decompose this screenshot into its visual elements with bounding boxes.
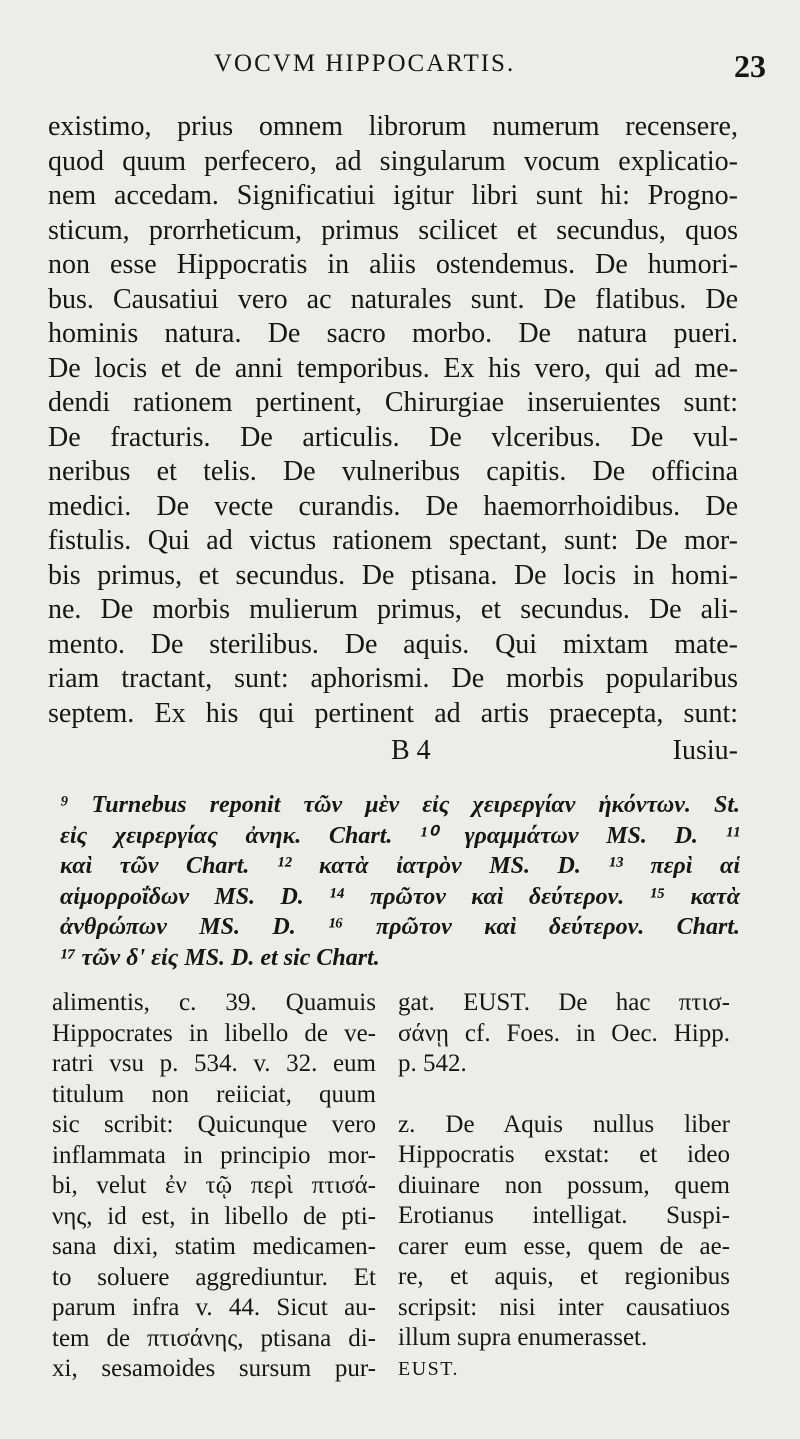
- commentary-line: sana dixi, statim medicamen-: [52, 1233, 376, 1260]
- commentary-line: titulum non reiiciat, quum: [52, 1080, 376, 1108]
- text-line: medici. De vecte curandis. De haemorrhoidibus. De: [48, 490, 738, 522]
- commentary-line: alimentis, c. 39. Quamuis: [52, 989, 376, 1016]
- commentary-line: bi, velut ἐν τῷ περὶ πτισά-: [52, 1172, 376, 1199]
- commentary-line: illum supra enumerasset.: [398, 1324, 648, 1351]
- commentary-line: sic scribit: Quicunque vero: [52, 1111, 376, 1138]
- text-line: ne. De morbis mulierum primus, et secundus. De ali-: [48, 594, 738, 625]
- commentary-line: gat. EUST. De hac πτισ-: [398, 989, 730, 1016]
- text-line: sticum, prorrheticum, primus scilicet et secundus, quos: [48, 214, 738, 246]
- text-line: nem accedam. Significatiui igitur libri sunt hi: Progno-: [48, 180, 738, 211]
- commentary-line: re, et aquis, et regionibus: [398, 1263, 730, 1290]
- commentary-right-column: [398, 988, 730, 1384]
- commentary-line: σάνῃ cf. Foes. in Oec. Hipp.: [398, 1019, 730, 1047]
- commentary-line: to soluere aggrediuntur. Et: [52, 1263, 376, 1291]
- footnotes: [60, 790, 740, 973]
- commentary-line: diuinare non possum, quem: [398, 1171, 730, 1199]
- text-line: neribus et telis. De vulneribus capitis. De officina: [48, 456, 738, 487]
- commentary-line: EUST.: [398, 1357, 460, 1380]
- commentary-left-column: [52, 988, 376, 1385]
- commentary-line: xi, sesamoides sursum pur-: [52, 1355, 376, 1382]
- footnote-line: εἰς χειρεργίας ἀνηκ. Chart. ¹⁰ γραμμάτων MS. D. ¹¹: [60, 822, 740, 849]
- page-number: 23: [734, 48, 766, 84]
- footnote-line: ⁹ Turnebus reponit τῶν μὲν εἰς χειρεργίαν ἡκόντων. St.: [60, 792, 740, 818]
- commentary-line: carer eum esse, quem de ae-: [398, 1232, 730, 1260]
- footnote-line: καὶ τῶν Chart. ¹² κατὰ ἰατρὸν MS. D. ¹³ περὶ αἱ: [60, 853, 740, 879]
- text-line: bus. Causatiui vero ac naturales sunt. De flatibus. De: [48, 283, 738, 315]
- signature-mark: B 4: [391, 735, 431, 766]
- main-text: [48, 110, 738, 731]
- footnote-line: αἱμορροΐδων MS. D. ¹⁴ πρῶτον καὶ δεύτερον. ¹⁵ κατὰ: [60, 883, 740, 910]
- text-line: non esse Hippocratis in aliis ostendemus. De humori-: [48, 249, 738, 280]
- text-line: dendi rationem pertinent, Chirurgiae inseruientes sunt:: [48, 387, 738, 418]
- footnote-line: ἀνθρώπων MS. D. ¹⁶ πρῶτον καὶ δεύτερον. Chart.: [60, 914, 740, 940]
- signature-row: [48, 735, 738, 771]
- text-line: existimo, prius omnem librorum numerum recensere,: [48, 111, 738, 142]
- page-header: [0, 48, 800, 88]
- commentary-line: tem de πτισάνης, ptisana di-: [52, 1324, 376, 1352]
- text-line: bis primus, et secundus. De ptisana. De locis in homi-: [48, 559, 738, 591]
- commentary-line: z. De Aquis nullus liber: [398, 1110, 730, 1138]
- commentary-line: Hippocratis exstat: et ideo: [398, 1141, 730, 1168]
- commentary-line: scripsit: nisi inter causatiuos: [398, 1293, 730, 1321]
- text-line: quod quum perfecero, ad singularum vocum explicatio-: [48, 145, 738, 177]
- text-line: riam tractant, sunt: aphorismi. De morbis popularibus: [48, 663, 738, 694]
- text-line: De locis et de anni temporibus. Ex his vero, qui ad me-: [48, 352, 738, 384]
- catchword: Iusiu-: [672, 735, 738, 766]
- running-head: VOCVM HIPPOCARTIS.: [214, 50, 516, 77]
- text-line: hominis natura. De sacro morbo. De natura pueri.: [48, 318, 738, 349]
- commentary-line: Hippocrates in libello de ve-: [52, 1019, 376, 1047]
- commentary-line: Erotianus intelligat. Suspi-: [398, 1202, 730, 1229]
- text-line: De fracturis. De articulis. De vlceribus. De vul-: [48, 421, 738, 453]
- commentary-line: inflammata in principio mor-: [52, 1141, 376, 1169]
- commentary-line: p. 542.: [398, 1050, 467, 1077]
- commentary-line: parum infra v. 44. Sicut au-: [52, 1294, 376, 1321]
- text-line: fistulis. Qui ad victus rationem spectant, sunt: De mor-: [48, 525, 738, 556]
- text-line: mento. De sterilibus. De aquis. Qui mixtam mate-: [48, 628, 738, 660]
- commentary-line: ratri vsu p. 534. v. 32. eum: [52, 1050, 376, 1077]
- commentary-line: νης, id est, in libello de pti-: [52, 1202, 376, 1230]
- footnote-line: ¹⁷ τῶν δ' εἰς MS. D. et sic Chart.: [60, 944, 380, 971]
- text-line: septem. Ex his qui pertinent ad artis praecepta, sunt:: [48, 697, 738, 729]
- paragraph-gap: [398, 1080, 730, 1110]
